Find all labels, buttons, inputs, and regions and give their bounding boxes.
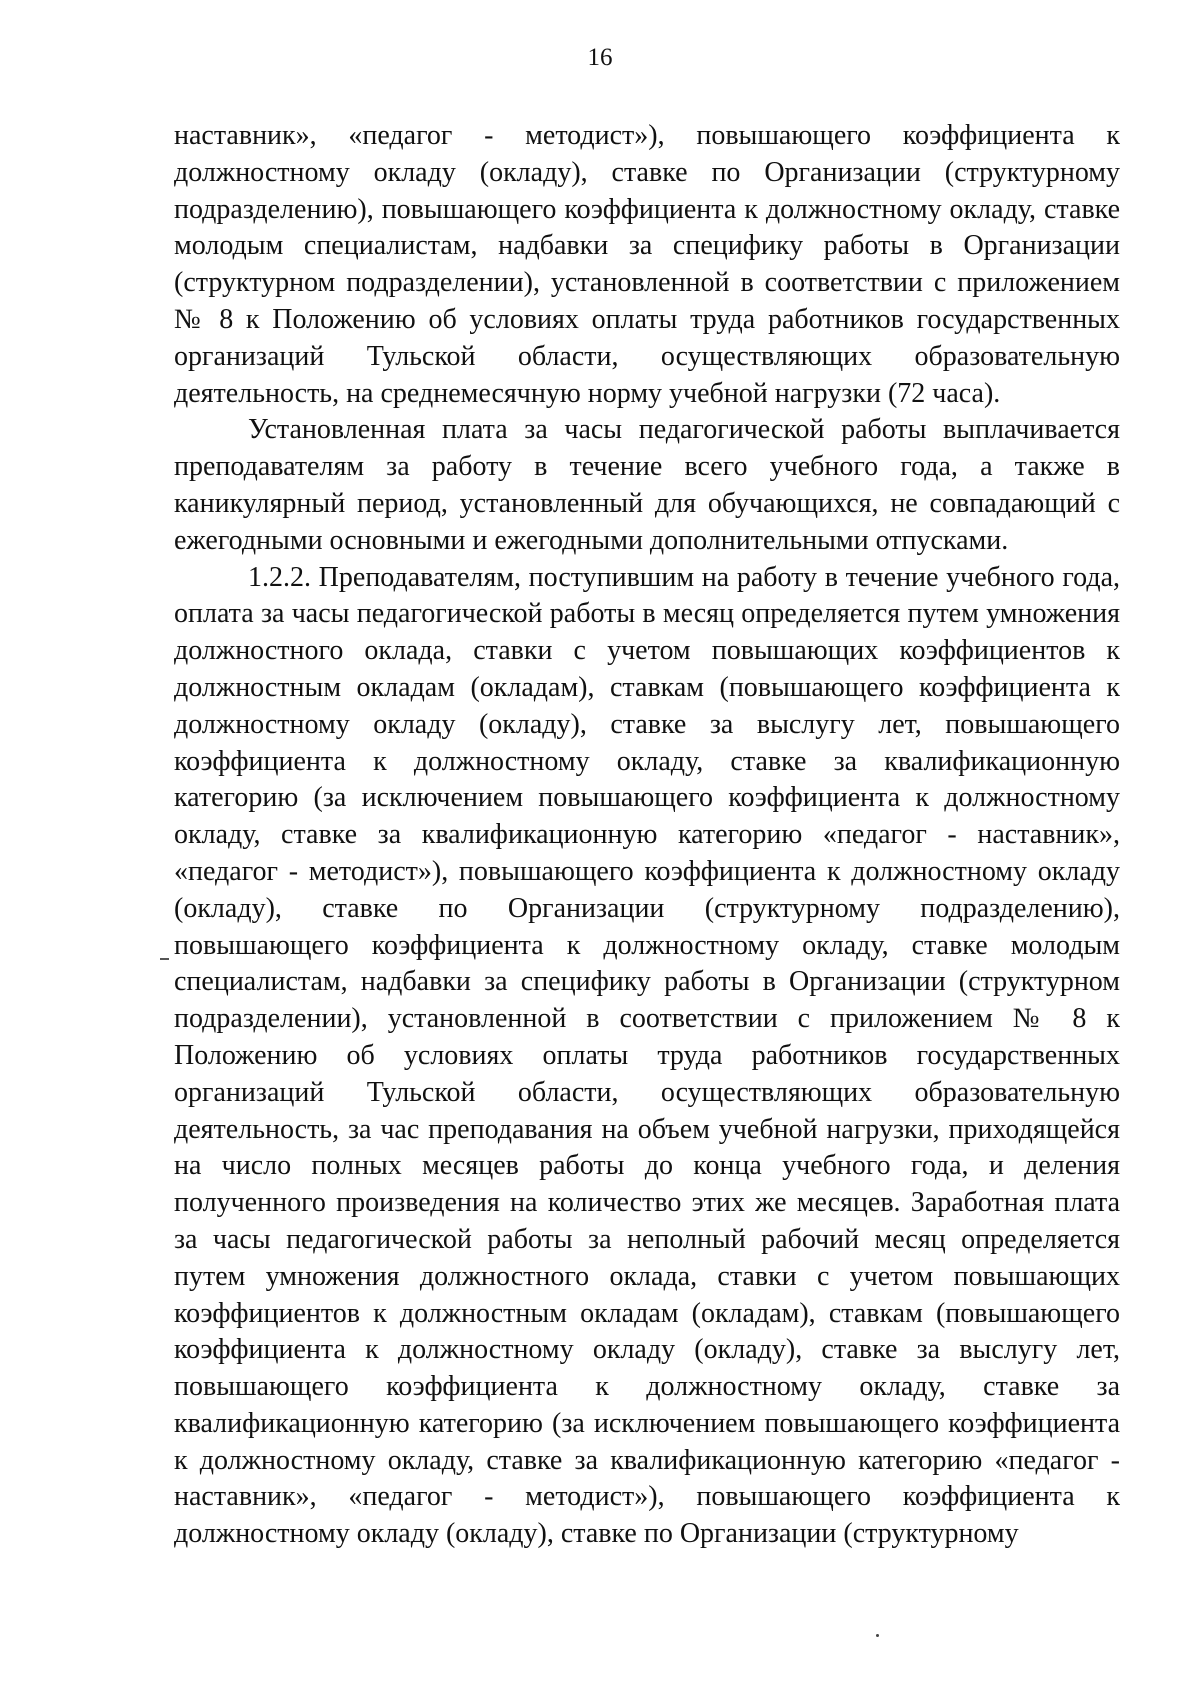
body-text bbox=[174, 118, 1120, 1553]
scan-artifact-dot bbox=[876, 1634, 879, 1637]
scan-artifact-dash bbox=[160, 958, 169, 960]
paragraph-1-2-2: 1.2.2. Преподавателям, поступившим на работу в течение учебного года, оплата за часы педагогической работы в месяц определяется путем умножения должностного оклада, ставки с учетом повышающих коэффициентов к должностным окладам (окладам), ставкам (повышающего коэффициента к должностному окладу (окладу), ставке за выслугу лет, повышающего коэффициента к должностному окладу, ставке за квалификационную категорию (за исключением повышающего коэффициента к должностному окладу, ставке за квалификационную категорию «педагог - наставник», «педагог - методист»), повышающего коэффициента к должностному окладу (окладу), ставке по Организации (структурному подразделению), повышающего коэффициента к должностному окладу, ставке молодым специалистам, надбавки за специфику работы в Организации (структурном подразделении), установленной в соответствии с приложением № 8 к Положению об условиях оплаты труда работников государственных организаций Тульской области, осуществляющих образовательную деятельность, за час преподавания на объем учебной нагрузки, приходящейся на число полных месяцев работы до конца учебного года, и деления полученного произведения на количество этих же месяцев. Заработная плата за часы педагогической работы за неполный рабочий месяц определяется путем умножения должностного оклада, ставки с учетом повышающих коэффициентов к должностным окладам (окладам), ставкам (повышающего коэффициента к должностному окладу (окладу), ставке за выслугу лет, повышающего коэффициента к должностному окладу, ставке за квалификационную категорию (за исключением повышающего коэффициента к должностному окладу, ставке за квалификационную категорию «педагог - наставник», «педагог - методист»), повышающего коэффициента к должностному окладу (окладу), ставке по Организации (структурному bbox=[174, 561, 1120, 1550]
page-number: 16 bbox=[587, 44, 613, 71]
paragraph-payment-schedule: Установленная плата за часы педагогической работы выплачивается преподавателям за работу в течение всего учебного года, а также в каникулярный период, установленный для обучающихся, не совпадающий с ежегодными основными и ежегодными дополнительными отпусками. bbox=[174, 414, 1120, 556]
paragraph-continuation: наставник», «педагог - методист»), повышающего коэффициента к должностному окладу (окладу), ставке по Организации (структурному подразделению), повышающего коэффициента к должностному окладу, ставке молодым специалистам, надбавки за специфику работы в Организации (структурном подразделении), установленной в соответствии с приложением № 8 к Положению об условиях оплаты труда работников государственных организаций Тульской области, осуществляющих образовательную деятельность, на среднемесячную норму учебной нагрузки (72 часа). bbox=[174, 120, 1120, 409]
